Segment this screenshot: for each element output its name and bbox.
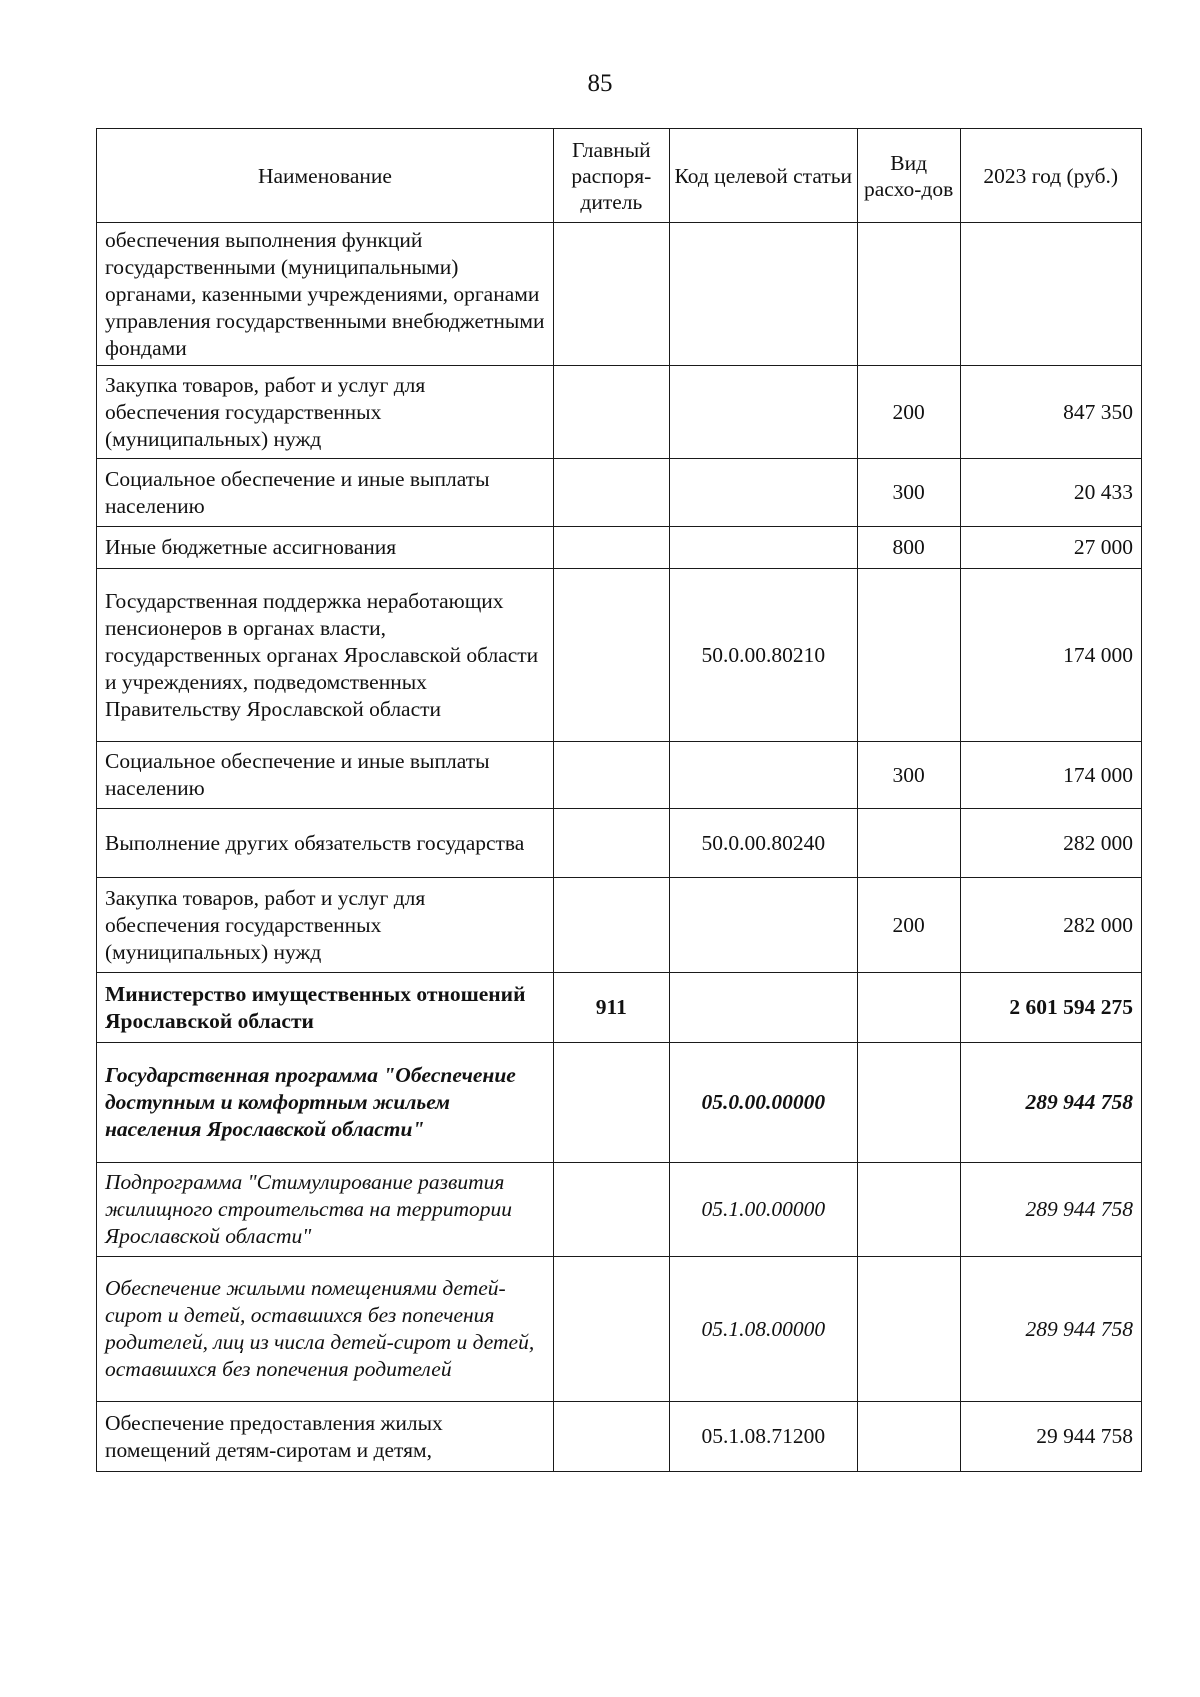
table-row-ministry: [97, 973, 1142, 1043]
row-amount: 174 000: [960, 569, 1141, 742]
row-name: обеспечения выполнения функций государственными (муниципальными) органами, казенными учреждениями, органами управления государственными внебюджетными фондами: [97, 223, 554, 366]
row-name: Закупка товаров, работ и услуг для обеспечения государственных (муниципальных) нужд: [97, 878, 554, 973]
row-type: 800: [857, 527, 960, 569]
row-name: Государственная поддержка неработающих пенсионеров в органах власти, государственных органах Ярославской области и учреждениях, подведомственных Правительству Ярославской области: [97, 569, 554, 742]
row-code: [669, 973, 857, 1043]
header-manager: Главный распоря-дитель: [553, 129, 669, 223]
row-code: [669, 459, 857, 527]
row-manager: [553, 527, 669, 569]
table-header-row: [97, 129, 1142, 223]
row-name: Обеспечение жилыми помещениями детей-сирот и детей, оставшихся без попечения родителей, лиц из числа детей-сирот и детей, оставшихся без попечения родителей: [97, 1257, 554, 1402]
row-manager: [553, 1043, 669, 1163]
row-amount: 289 944 758: [960, 1163, 1141, 1257]
row-amount: 847 350: [960, 366, 1141, 459]
budget-table: [96, 128, 1142, 1472]
row-name: Подпрограмма "Стимулирование развития жилищного строительства на территории Ярославской области": [97, 1163, 554, 1257]
header-name: Наименование: [97, 129, 554, 223]
row-code: 50.0.00.80240: [669, 809, 857, 878]
row-type: [857, 1257, 960, 1402]
row-manager: [553, 569, 669, 742]
table-row: [97, 569, 1142, 742]
row-type: 300: [857, 459, 960, 527]
row-code: [669, 878, 857, 973]
row-manager: [553, 366, 669, 459]
row-code: [669, 223, 857, 366]
header-code: Код целевой статьи: [669, 129, 857, 223]
table-row: [97, 809, 1142, 878]
table-row: [97, 742, 1142, 809]
row-amount: 174 000: [960, 742, 1141, 809]
row-code: 05.0.00.00000: [669, 1043, 857, 1163]
row-manager: [553, 1257, 669, 1402]
row-amount: 2 601 594 275: [960, 973, 1141, 1043]
row-type: 200: [857, 878, 960, 973]
row-type: 200: [857, 366, 960, 459]
row-name: Социальное обеспечение и иные выплаты населению: [97, 459, 554, 527]
table-row: [97, 1402, 1142, 1472]
table-row-subprogram: [97, 1163, 1142, 1257]
row-type: [857, 569, 960, 742]
row-amount: [960, 223, 1141, 366]
row-manager: [553, 1402, 669, 1472]
row-amount: 282 000: [960, 878, 1141, 973]
table-row: [97, 878, 1142, 973]
row-type: 300: [857, 742, 960, 809]
row-name: Социальное обеспечение и иные выплаты населению: [97, 742, 554, 809]
row-name: Министерство имущественных отношений Ярославской области: [97, 973, 554, 1043]
row-code: 05.1.00.00000: [669, 1163, 857, 1257]
row-manager: [553, 1163, 669, 1257]
table-row-program: [97, 1043, 1142, 1163]
row-type: [857, 1163, 960, 1257]
row-code: 50.0.00.80210: [669, 569, 857, 742]
table-row: [97, 527, 1142, 569]
row-amount: 20 433: [960, 459, 1141, 527]
row-manager: [553, 878, 669, 973]
row-manager: [553, 809, 669, 878]
row-name: Государственная программа "Обеспечение доступным и комфортным жильем населения Ярославской области": [97, 1043, 554, 1163]
row-type: [857, 1043, 960, 1163]
row-type: [857, 809, 960, 878]
table-row-activity: [97, 1257, 1142, 1402]
row-amount: 27 000: [960, 527, 1141, 569]
row-manager: [553, 742, 669, 809]
row-name: Закупка товаров, работ и услуг для обеспечения государственных (муниципальных) нужд: [97, 366, 554, 459]
row-type: [857, 223, 960, 366]
row-name: Выполнение других обязательств государства: [97, 809, 554, 878]
row-manager: [553, 223, 669, 366]
row-name: Иные бюджетные ассигнования: [97, 527, 554, 569]
table-row: [97, 459, 1142, 527]
row-code: [669, 742, 857, 809]
page-number: 85: [587, 70, 613, 97]
row-amount: 289 944 758: [960, 1043, 1141, 1163]
row-manager: 911: [553, 973, 669, 1043]
row-type: [857, 1402, 960, 1472]
row-code: 05.1.08.00000: [669, 1257, 857, 1402]
row-code: [669, 366, 857, 459]
row-manager: [553, 459, 669, 527]
row-name: Обеспечение предоставления жилых помещений детям-сиротам и детям,: [97, 1402, 554, 1472]
row-code: 05.1.08.71200: [669, 1402, 857, 1472]
row-type: [857, 973, 960, 1043]
row-amount: 282 000: [960, 809, 1141, 878]
row-amount: 289 944 758: [960, 1257, 1141, 1402]
row-code: [669, 527, 857, 569]
table-row: [97, 366, 1142, 459]
header-type: Вид расхо-дов: [857, 129, 960, 223]
table-row: [97, 223, 1142, 366]
row-amount: 29 944 758: [960, 1402, 1141, 1472]
header-amount: 2023 год (руб.): [960, 129, 1141, 223]
